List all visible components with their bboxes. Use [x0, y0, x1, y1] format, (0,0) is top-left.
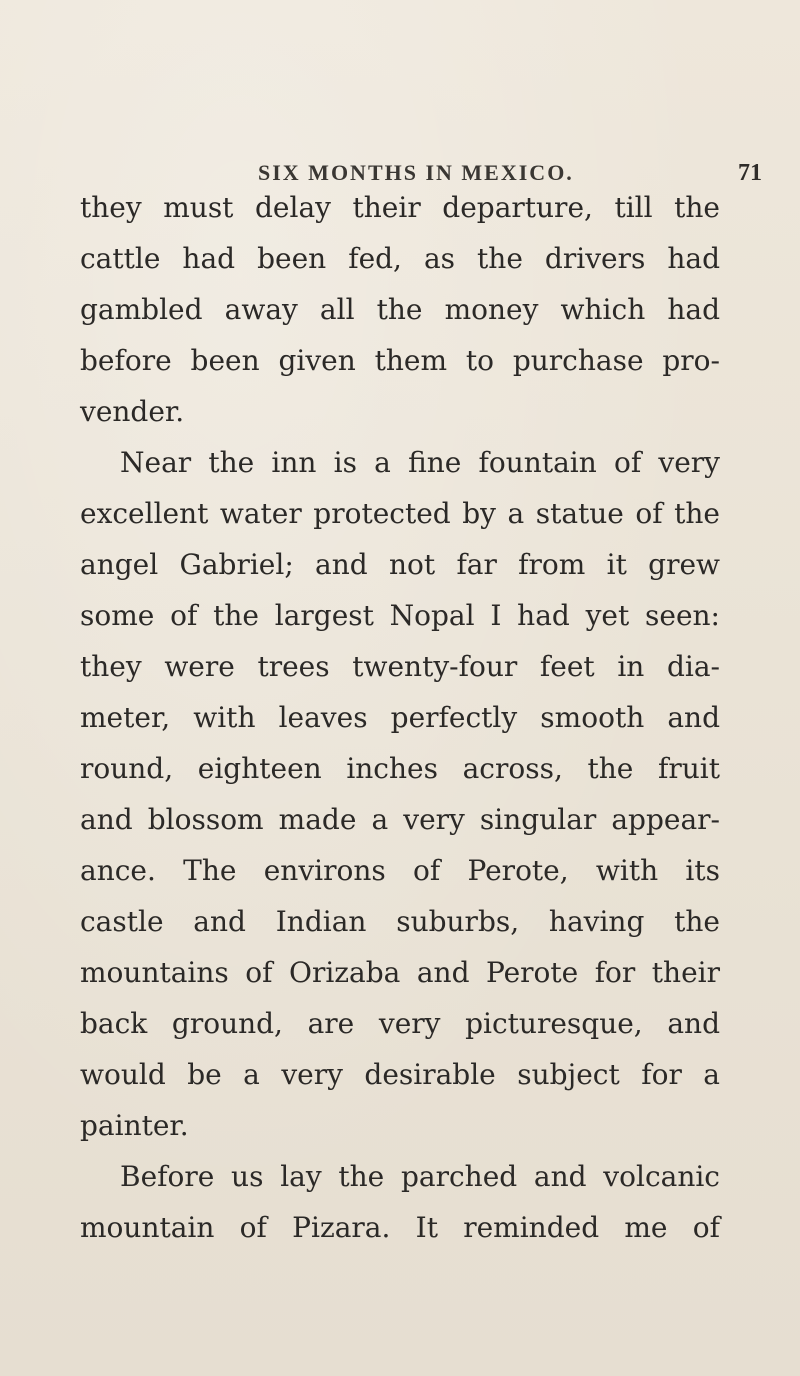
text-line: before been given them to purchase pro-: [80, 344, 720, 377]
text-line: ance. The environs of Perote, with its: [80, 854, 720, 887]
text-line: cattle had been fed, as the drivers had: [80, 242, 720, 275]
running-head: SIX MONTHS IN MEXICO.: [258, 160, 574, 185]
text-line: Near the inn is a fine fountain of very: [120, 446, 720, 479]
text-line: angel Gabriel; and not far from it grew: [80, 548, 720, 581]
text-line: mountains of Orizaba and Perote for their: [80, 956, 720, 989]
text-line: would be a very desirable subject for a: [80, 1058, 720, 1091]
text-line: some of the largest Nopal I had yet seen:: [80, 599, 720, 632]
text-line: round, eighteen inches across, the fruit: [80, 752, 720, 785]
text-line: they must delay their departure, till the: [80, 191, 720, 224]
text-line: gambled away all the money which had: [80, 293, 720, 326]
text-line: and blossom made a very singular appear-: [80, 803, 720, 836]
page-number: 71: [738, 160, 762, 186]
text-line: painter.: [80, 1109, 189, 1142]
text-line: castle and Indian suburbs, having the: [80, 905, 720, 938]
text-line: excellent water protected by a statue of the: [80, 497, 720, 530]
text-line: back ground, are very picturesque, and: [80, 1007, 720, 1040]
text-line: meter, with leaves perfectly smooth and: [80, 701, 720, 734]
body-text: [80, 182, 720, 1253]
text-line: mountain of Pizara. It reminded me of: [80, 1211, 720, 1244]
text-line: vender.: [80, 395, 185, 428]
text-line: Before us lay the parched and volcanic: [120, 1160, 720, 1193]
text-line: they were trees twenty-four feet in dia-: [80, 650, 720, 683]
